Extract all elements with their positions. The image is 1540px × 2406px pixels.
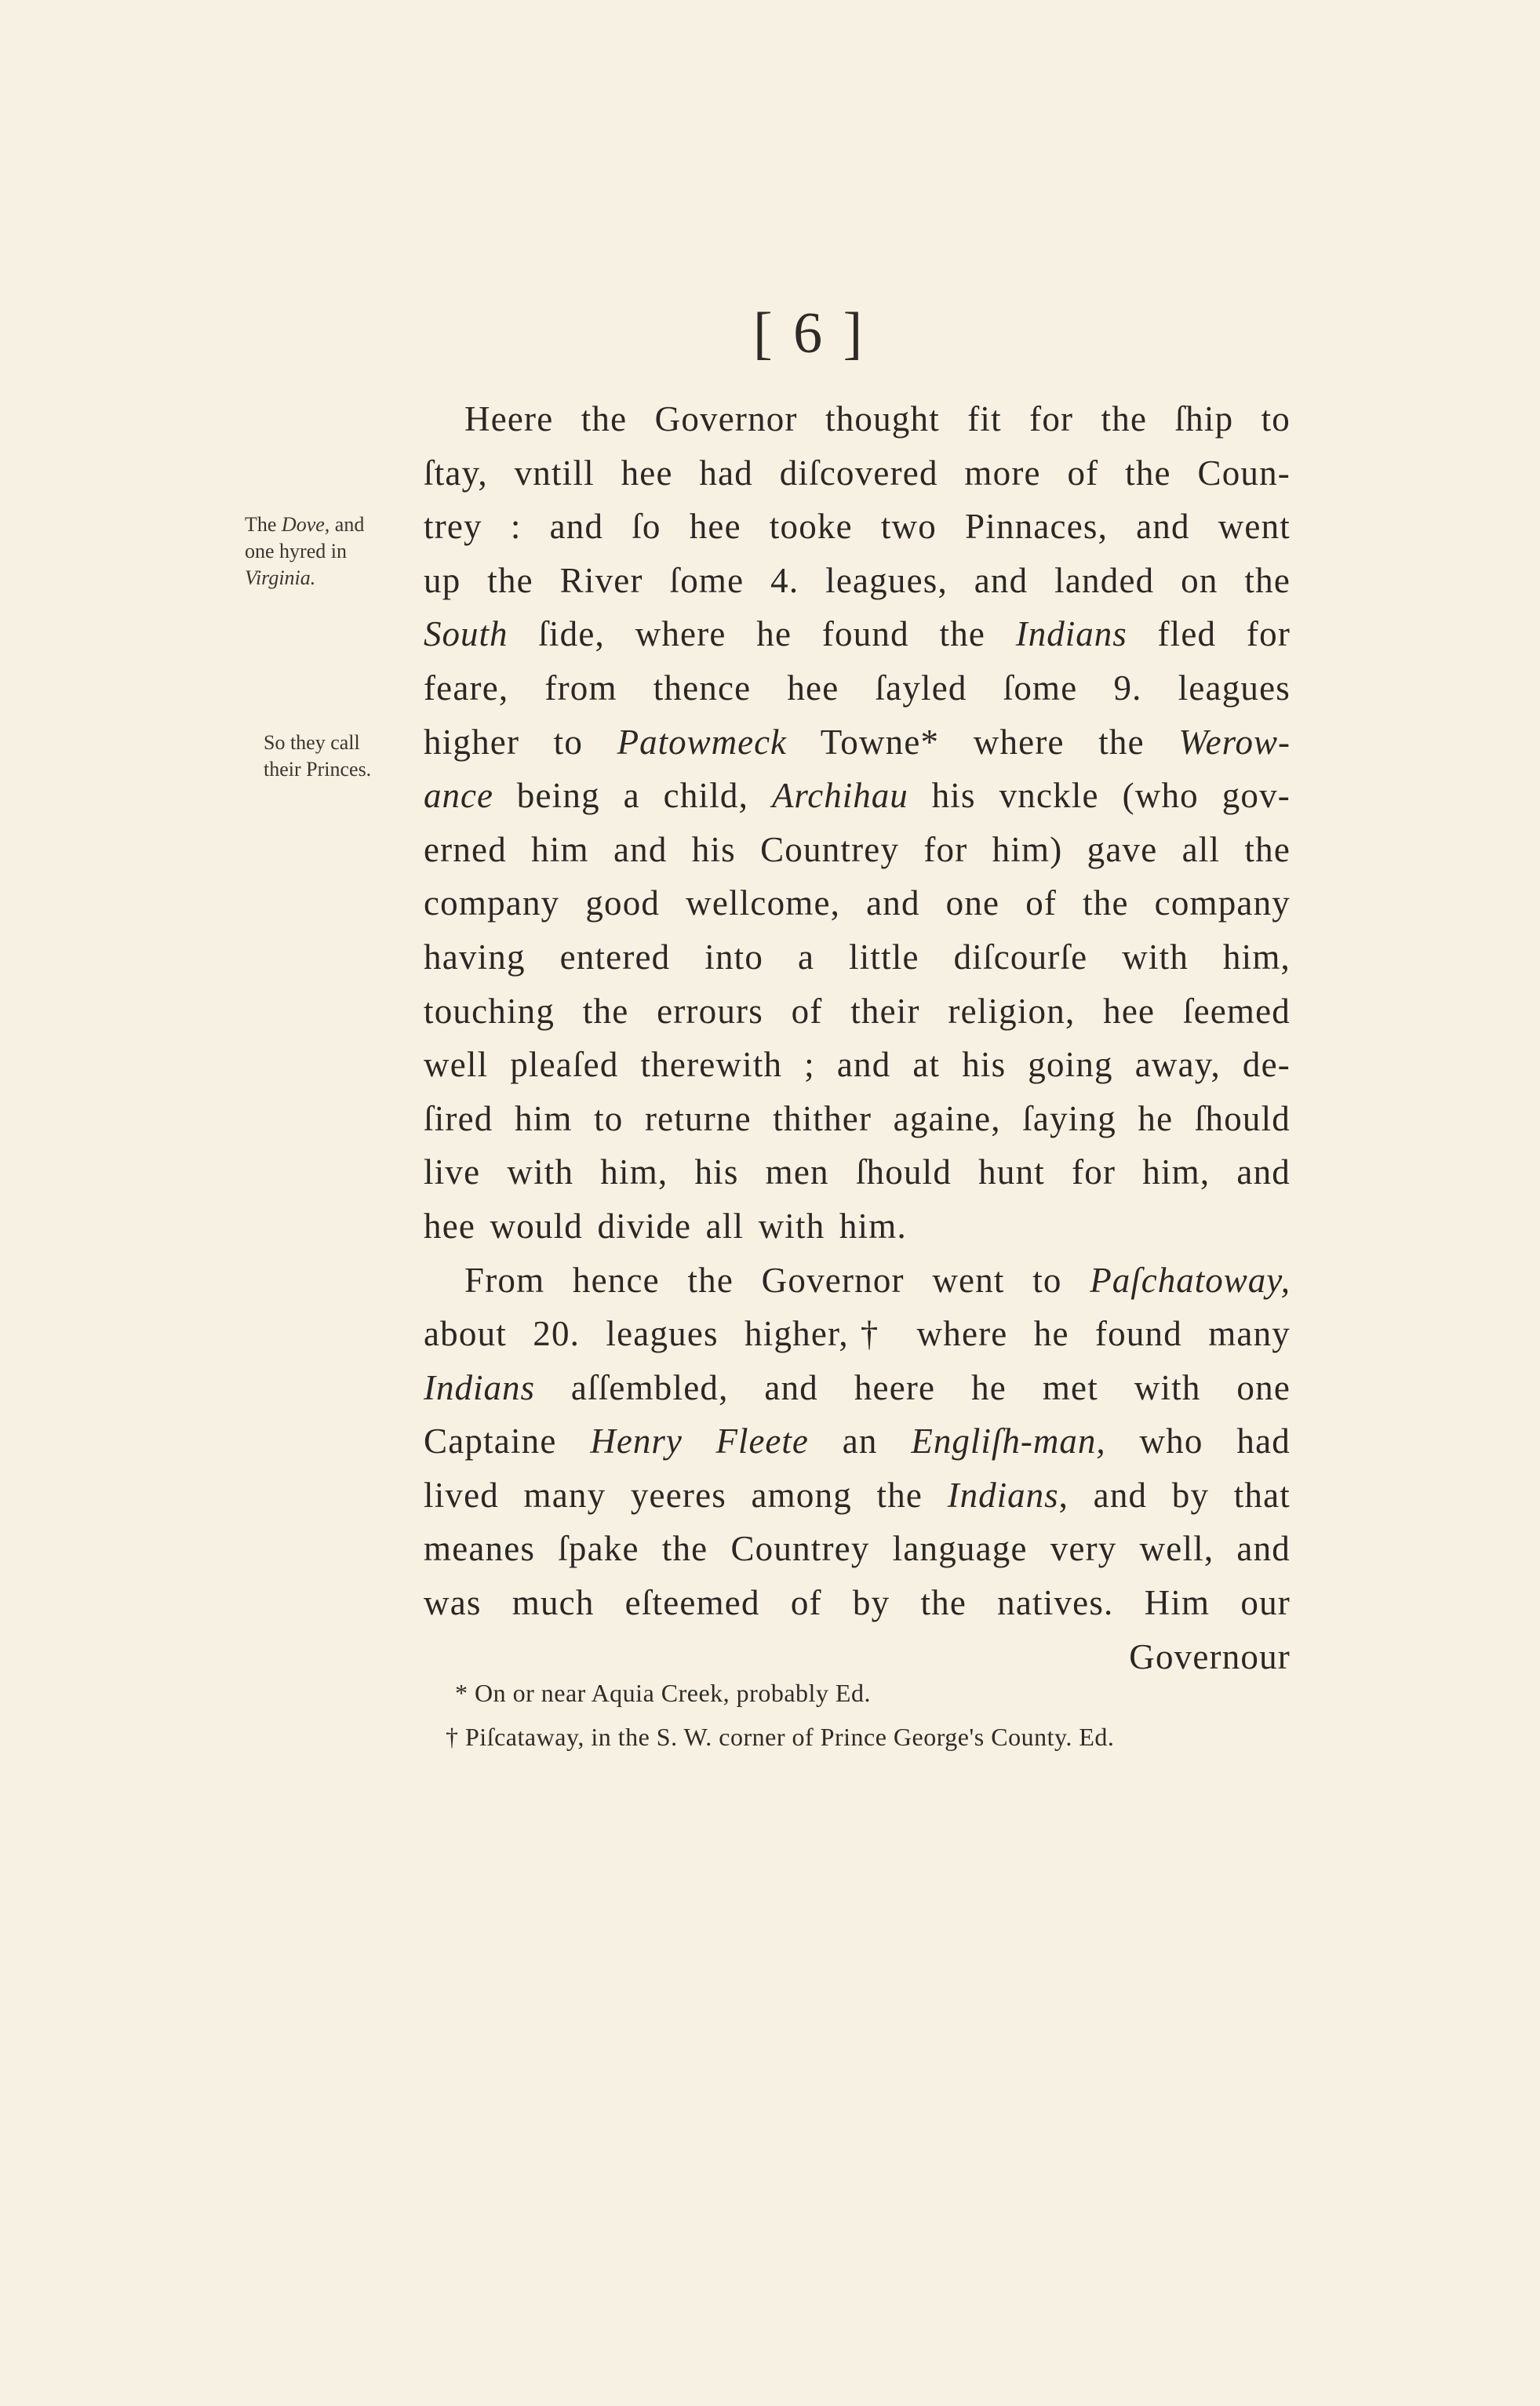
- body-text: [424, 392, 1291, 1683]
- margin-note-line: So they call: [264, 731, 360, 754]
- text-line: was much eſteemed of by the natives. Him our: [424, 1583, 1291, 1623]
- text-line: lived many yeeres among the Indians, and by that: [424, 1475, 1291, 1515]
- footnote: † Piſcataway, in the S. W. corner of Prince George's County. Ed.: [446, 1723, 1115, 1751]
- text-line: ſtay, vntill hee had diſcovered more of the Coun-: [424, 453, 1291, 493]
- text-line: up the River ſome 4. leagues, and landed on the: [424, 560, 1291, 600]
- catchword: Governour: [1129, 1636, 1291, 1676]
- text-line: well pleaſed therewith ; and at his going away, de-: [424, 1045, 1291, 1085]
- text-line: ſired him to returne thither againe, ſaying he ſhould: [424, 1098, 1291, 1138]
- text-line: From hence the Governor went to Paſchatoway,: [464, 1260, 1291, 1300]
- text-line: live with him, his men ſhould hunt for him, and: [424, 1152, 1291, 1192]
- margin-note-line: Virginia.: [245, 566, 316, 589]
- margin-note-dove: [245, 511, 364, 591]
- margin-note-princes: [264, 730, 371, 783]
- text-line: having entered into a little diſcourſe with him,: [424, 937, 1291, 977]
- footnotes: [446, 1671, 1294, 1759]
- text-line: ance being a child, Archihau his vnckle (who gov-: [424, 776, 1291, 816]
- text-line: about 20. leagues higher,† where he found many: [424, 1314, 1291, 1354]
- text-line: Indians aſſembled, and heere he met with one: [424, 1367, 1291, 1407]
- text-line: feare, from thence hee ſayled ſome 9. leagues: [424, 668, 1291, 708]
- margin-note-line: their Princes.: [264, 758, 372, 781]
- margin-note-line: one hyred in: [245, 540, 347, 562]
- text-line: erned him and his Countrey for him) gave all the: [424, 829, 1291, 869]
- text-line: Heere the Governor thought fit for the ſhip to: [464, 399, 1291, 439]
- text-line: company good wellcome, and one of the company: [424, 883, 1291, 923]
- footnote: * On or near Aquia Creek, probably Ed.: [455, 1679, 871, 1707]
- text-line: Captaine Henry Fleete an Engliſh-man, who had: [424, 1421, 1291, 1461]
- page-number: [ 6 ]: [753, 301, 866, 366]
- margin-note-line: The Dove, and: [245, 513, 365, 536]
- text-line: meanes ſpake the Countrey language very well, and: [424, 1529, 1291, 1569]
- text-line: trey : and ſo hee tooke two Pinnaces, and went: [424, 507, 1291, 547]
- text-line: hee would divide all with him.: [424, 1206, 907, 1246]
- text-line: touching the errours of their religion, hee ſeemed: [424, 991, 1291, 1031]
- text-line: higher to Patowmeck Towne* where the Werow-: [424, 722, 1291, 762]
- text-line: South ſide, where he found the Indians fled for: [424, 614, 1291, 654]
